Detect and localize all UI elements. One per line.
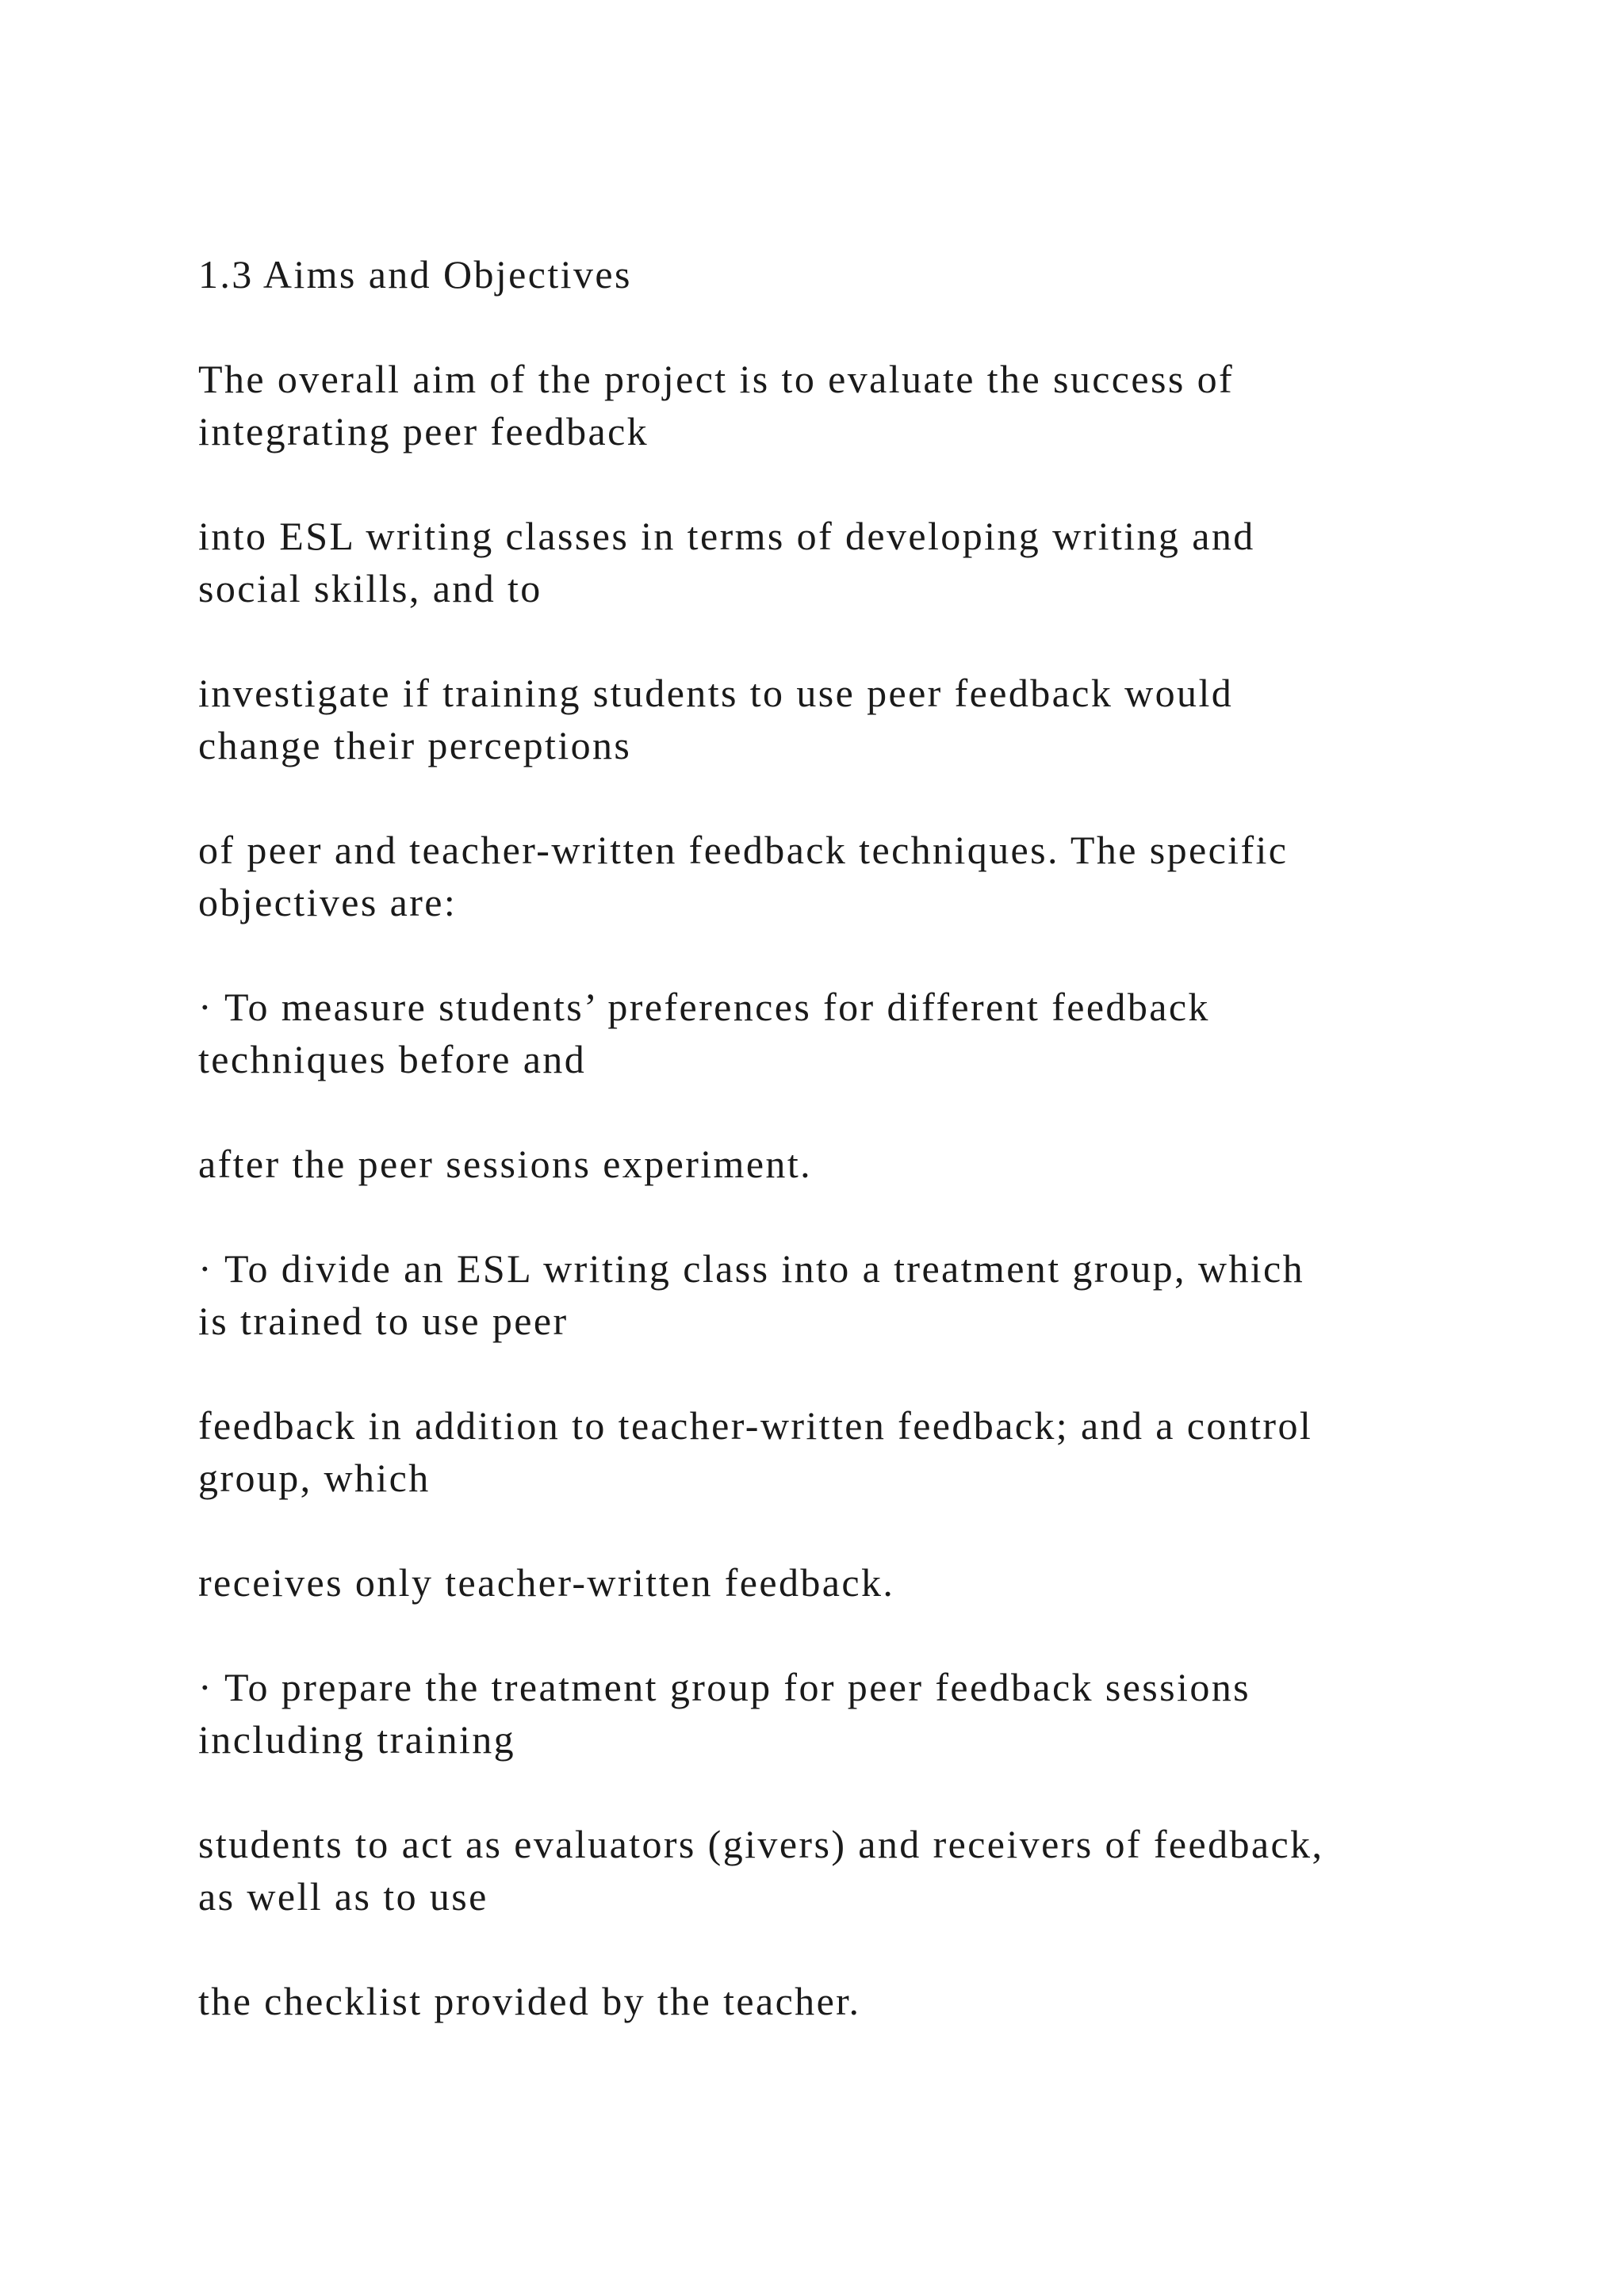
section-heading: 1.3 Aims and Objectives [198,252,632,297]
bullet-1-line-2: techniques before and [198,1037,587,1081]
bullet-2-line-2: is trained to use peer [198,1299,569,1343]
paragraph-4-line-2: objectives are: [198,880,458,924]
bullet-2-line-1: · To divide an ESL writing class into a treatment group, which [198,1246,1305,1291]
paragraph-2-line-2: social skills, and to [198,566,542,610]
bullet-2-continuation-line-2: group, which [198,1456,431,1500]
bullet-1-continuation: after the peer sessions experiment. [198,1142,813,1186]
bullet-3-continuation-line-1: students to act as evaluators (givers) and receivers of feedback, [198,1822,1324,1866]
paragraph-2-line-1: into ESL writing classes in terms of developing writing and [198,514,1255,558]
paragraph-4-line-1: of peer and teacher-written feedback techniques. The specific [198,828,1289,872]
paragraph-1-line-2: integrating peer feedback [198,409,649,453]
bullet-3-line-2: including training [198,1717,516,1762]
bullet-1-line-1: · To measure students’ preferences for different feedback [198,985,1210,1029]
bullet-3-continuation-end: the checklist provided by the teacher. [198,1979,861,2023]
paragraph-1-line-1: The overall aim of the project is to evaluate the success of [198,357,1235,401]
bullet-2-continuation-end: receives only teacher-written feedback. [198,1560,895,1605]
paragraph-3-line-2: change their perceptions [198,723,632,767]
bullet-3-line-1: · To prepare the treatment group for peer feedback sessions [198,1665,1251,1709]
bullet-3-continuation-line-2: as well as to use [198,1874,488,1919]
bullet-2-continuation-line-1: feedback in addition to teacher-written feedback; and a control [198,1403,1313,1448]
paragraph-3-line-1: investigate if training students to use peer feedback would [198,671,1234,715]
